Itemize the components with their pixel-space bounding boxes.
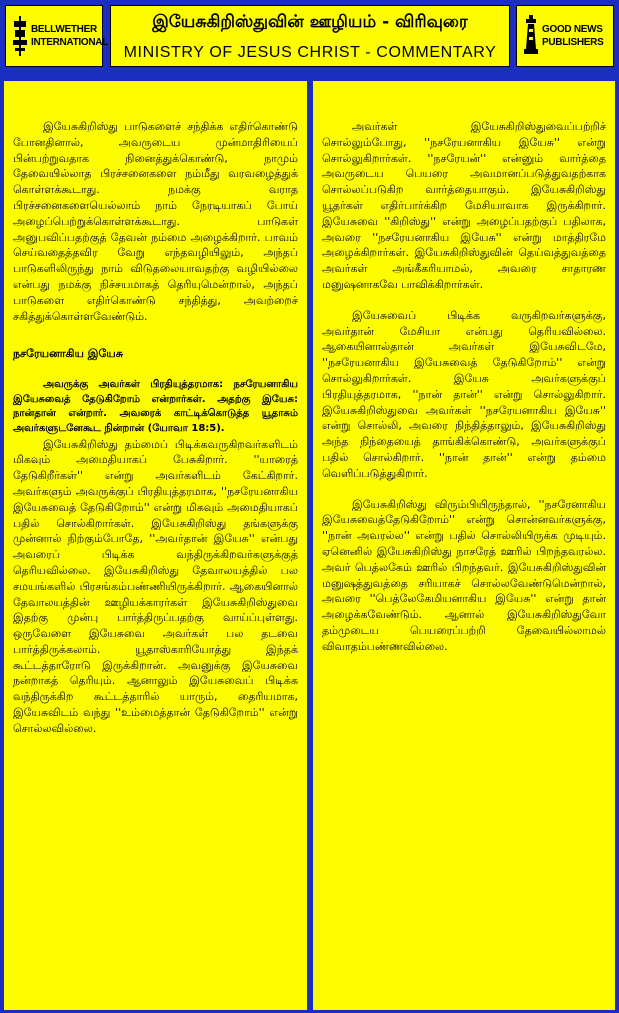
right-paragraph-3: இயேசுகிறிஸ்து விரும்பியிருந்தால், ''நசரேனாகிய இயேசுவைத்தேடுகிறோம்'' என்று சொன்னவர்களுக்கு, ''நான் அவரல்ல'' என்று பதில் சொல்லியிருக்க முடியும். ஏனெனில் இயேசுகிறிஸ்து நாசரேத் ஊரில் பிறந்தவரல்ல. அவர் பெத்லகேம் ஊரில் பிறந்தவர். இயேசுகிறிஸ்துவின் மனுஷத்துவத்தை சரியாகச் சொல்லவேண்டுமென்றால், அவரை ''பெத்லேகேமியனாகிய இயேசு'' என்று தான் அழைக்கவேண்டும். ஆனால் இயேசுகிறிஸ்துவோ தம்முடைய பெயரைப்பற்றி தேவையில்லாமல் விவாதம்பண்ணவில்லை. bbox=[322, 497, 606, 653]
header-banner bbox=[0, 0, 619, 76]
section-heading: நசரேயனாகிய இயேசு bbox=[13, 347, 123, 361]
left-paragraph-1: இயேசுகிறிஸ்து பாடுகளைச் சந்திக்க எதிர்கொண்டு போனதினால், அவருடைய முன்மாதிரியைப் பின்பற்றுவதாக நினைத்துக்கொண்டு, நாமும் தேவையில்லாத பிரச்சனைகளை நம்மீது வரவழைத்துக் கொள்ளக்கூடாது. நமக்கு வராத பிரச்சனைகளையெல்லாம் நாம் நேரடியாகப் போய் அழைப்பெற்றுக்கொள்ளக்கூடாது. பாடுகள் அனுபவிப்பதற்குத் தேவன் நம்மை அழைக்கிறார். பாவம் செய்வதைத்தவிர வேறு எந்தவழியிலும், அந்தப் பாடுகளிலிருந்து நாம் விடுதலையாவதற்கு வழியில்லை என்பது நமக்கு நிச்சயமாகத் தெரியுமென்றால், அந்தப் பாடுகளை எதிர்கொண்டு சந்தித்து, அவற்றைச் சகித்துக்கொள்ளவேண்டும். bbox=[13, 120, 298, 323]
title-box bbox=[110, 5, 510, 67]
right-column bbox=[313, 81, 615, 1010]
page-title-english: MINISTRY OF JESUS CHRIST - COMMENTARY bbox=[123, 44, 497, 61]
left-paragraph-2: இயேசுகிறிஸ்து தம்மைப் பிடிக்கவருகிறவர்களிடம் மிகவும் அமைதியாகப் பேசுகிறார். ''யாரைத் தேடுகிறீர்கள்'' என்று அவர்களிடம் கேட்கிறார். அவர்களும் அவருக்குப் பிரதியுத்தரமாக, ''நசரேயனாகிய இயேசுவைத் தேடுகிறோம்'' என்று மிகவும் அமைதியாகப் பதில் சொல்கிறார்கள். இயேசுகிறிஸ்து தங்களுக்கு முன்னால் நிற்கும்போதே, ''அவர்தான் இயேசு'' என்பது அவரைப் பிடிக்க வந்திருக்கிறவர்களுக்குத் தெரியவில்லை. இயேசுகிறிஸ்து தேவாலயத்தில் பல சமயங்களில் பிரசங்கம்பண்ணியிருக்கிறார். ஆகையினால் தேவாலயத்தின் ஊழியக்காரர்கள் இயேசுகிறிஸ்துவை இதற்கு முன்பு பார்த்திருப்பதற்கு வாய்ப்புள்ளது. ஒருவேளை இயேசுவை அவர்கள் பல தடவை பார்த்திருக்கலாம். யூதாஸ்காரியோத்து இந்தக் கூட்டத்தாரோடு இருக்கிறான். அவனுக்கு இயேசுவை நன்றாகத் தெரியும். ஆனாலும் இயேசுவைப் பிடிக்க வந்திருக்கிற கூட்டத்தாரில் யாரும், தைரியமாக, இயேசுவிடம் வந்து ''உம்மைத்தான் தேடுகிறோம்'' என்று சொல்லவில்லை. bbox=[13, 437, 298, 735]
page-title-tamil: இயேசுகிறிஸ்துவின் ஊழியம் - விரிவுரை bbox=[152, 12, 468, 32]
publisher-logo-left bbox=[5, 5, 109, 67]
bellwether-logo-text: BELLWETHER INTERNATIONAL bbox=[31, 24, 109, 48]
lighthouse-icon bbox=[523, 15, 539, 57]
scripture-quote: அவருக்கு அவர்கள் பிரதியுத்தரமாக: நசரேயனாகிய இயேசுவைத் தேடுகிறோம் என்றார்கள். அதற்கு இயேசு: நான்தான் என்றார். அவரைக் காட்டிக்கொடுத்த யூதாசும் அவர்களுடனேகூட நின்றான் (யோவா 18:5). bbox=[13, 379, 298, 434]
publisher-logo-right bbox=[516, 5, 614, 67]
right-paragraph-2: இயேசுவைப் பிடிக்க வருகிறவர்களுக்கு, அவர்தான் மேசியா என்பது தெரியவில்லை. ஆகையினால்தான் அவர்கள் இயேசுவிடமே, ''நசரேயனாகிய இயேசுவைத் தேடுகிறோம்'' என்று சொல்லுகிறார்கள். இயேசு அவர்களுக்குப் பிரதியுத்தரமாக, ''நான் தான்'' என்று சொல்லுகிறார். இயேசுகிறிஸ்துவை அவர்கள் ''நசரேயனாகிய இயேசு'' என்று சொல்லி, அவரை நிந்தித்தாலும், இயேசுகிறிஸ்து அந்த நிந்தையைத் தாங்கிக்கொண்டு, அவர்களுக்குப் பதில் சொல்கிறார். ''நான் தான்'' என்று தம்மை வெளிப்படுத்துகிறார். bbox=[322, 308, 606, 480]
bellwether-icon bbox=[12, 16, 28, 56]
right-paragraph-1: அவர்கள் இயேசுகிறிஸ்துவைப்பற்றிச் சொல்லும்போது, ''நசரேயனாகிய இயேசு'' என்று சொல்லுகிறார்கள். ''நசரேயன்'' என்னும் வார்த்தை அவருடைய பெயரை அவமானப்படுத்துவதற்காக சொல்லப்படுகிற வார்த்தையாகும். இயேசுகிறிஸ்து யூதர்கள் எதிர்பார்க்கிற மேசியாவாக இருக்கிறார். இயேசுவை ''கிறிஸ்து'' என்று அழைப்பதற்குப் பதிலாக, அவரை ''நசரேயனாகிய இயேசு'' என்று மாத்திரமே அழைக்கிறார்கள். இயேசுகிறிஸ்துவின் தெய்வத்துவத்தை அவர்கள் அங்கீகரியாமல், அவரை சாதாரண மனுஷனாகவே பாவிக்கிறார்கள். bbox=[322, 120, 606, 291]
good-news-logo-text: GOOD NEWS PUBLISHERS bbox=[542, 24, 604, 48]
left-column bbox=[4, 81, 307, 1010]
